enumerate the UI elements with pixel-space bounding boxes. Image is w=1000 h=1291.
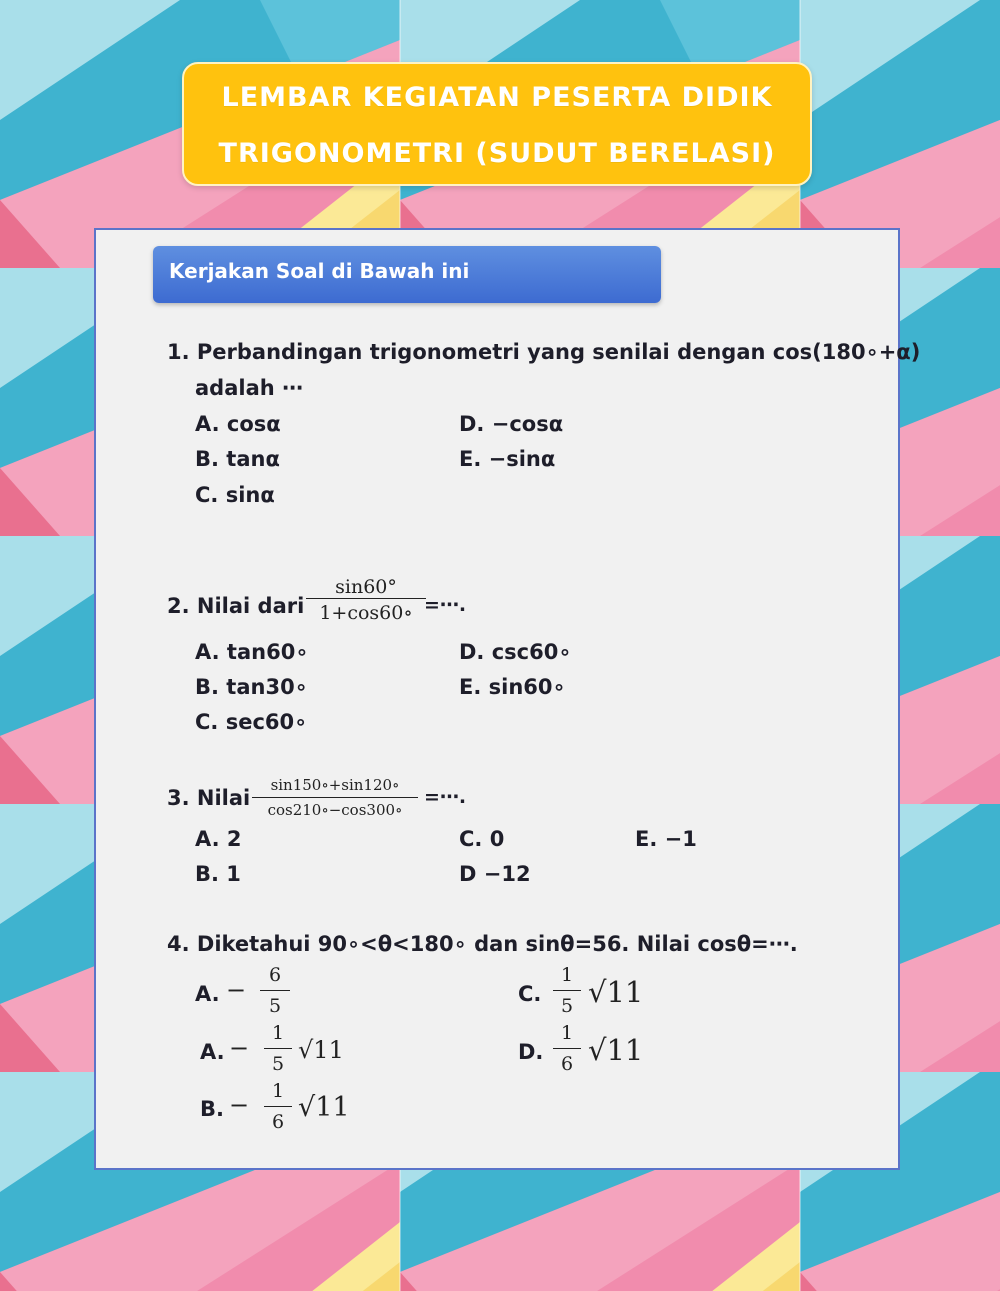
q2-option-a[interactable]: A. tan60∘: [195, 640, 309, 664]
q4-option-2-numerator: 1: [271, 1022, 285, 1044]
q1-option-e[interactable]: E. −sinα: [459, 447, 556, 471]
q4-option-c-label[interactable]: C.: [518, 982, 542, 1006]
q4-option-2-label[interactable]: A.: [200, 1040, 225, 1064]
header-line-2: TRIGONOMETRI (SUDUT BERELASI): [218, 138, 776, 169]
q4-option-d-fraction: [553, 1022, 581, 1075]
q3-option-e[interactable]: E. −1: [635, 827, 697, 851]
q3-numerator: sin150∘+sin120∘: [270, 776, 400, 794]
q4-option-3-root: √11: [298, 1092, 350, 1123]
q4-option-1-fraction: [260, 964, 290, 1017]
q4-option-c-fraction: [553, 964, 581, 1017]
q4-option-1-label[interactable]: A.: [195, 982, 220, 1006]
q4-option-1-denominator: 5: [268, 995, 282, 1017]
q4-stem: 4. Diketahui 90∘<θ<180∘ dan sinθ=56. Nilai cosθ=⋯.: [167, 932, 798, 956]
q2-option-b[interactable]: B. tan30∘: [195, 675, 308, 699]
q1-option-d[interactable]: D. −cosα: [459, 412, 564, 436]
q4-option-d-label[interactable]: D.: [518, 1040, 544, 1064]
q4-option-c-denominator: 5: [560, 995, 574, 1017]
q4-option-3-label[interactable]: B.: [200, 1097, 224, 1121]
q4-option-1-minus: −: [226, 976, 247, 1004]
q2-numerator: sin60°: [335, 576, 397, 598]
q2-option-d[interactable]: D. csc60∘: [459, 640, 572, 664]
q3-denominator: cos210∘−cos300∘: [267, 801, 403, 819]
q4-option-1-numerator: 6: [268, 964, 282, 986]
q4-option-2-minus: −: [229, 1034, 250, 1062]
q4-option-d-denominator: 6: [560, 1053, 574, 1075]
q3-lead: 3. Nilai: [167, 786, 251, 810]
q4-option-3-minus: −: [229, 1091, 250, 1119]
q1-option-b[interactable]: B. tanα: [195, 447, 280, 471]
q3-option-c[interactable]: C. 0: [459, 827, 505, 851]
q4-option-2-denominator: 5: [271, 1053, 285, 1075]
q3-option-b[interactable]: B. 1: [195, 862, 241, 886]
q4-option-c-numerator: 1: [560, 964, 574, 986]
q1-stem-line2: adalah ⋯: [195, 376, 304, 400]
q2-option-e[interactable]: E. sin60∘: [459, 675, 566, 699]
q4-option-d-root: √11: [588, 1033, 644, 1067]
q3-tail: =⋯.: [424, 786, 467, 808]
q4-option-d-numerator: 1: [560, 1022, 574, 1044]
worksheet-header: [182, 62, 812, 186]
q1-option-a[interactable]: A. cosα: [195, 412, 281, 436]
q2-option-c[interactable]: C. sec60∘: [195, 710, 308, 734]
q2-fraction: [306, 576, 426, 624]
q4-option-2-fraction: [264, 1022, 292, 1075]
q2-lead: 2. Nilai dari: [167, 594, 305, 618]
q4-option-c-root: √11: [588, 975, 644, 1009]
q4-option-3-fraction: [264, 1080, 292, 1133]
q1-stem-line1: 1. Perbandingan trigonometri yang senilai dengan cos(180∘+α): [167, 340, 921, 364]
q2-denominator: 1+cos60∘: [319, 602, 413, 624]
q3-fraction: [252, 776, 418, 819]
instruction-banner: Kerjakan Soal di Bawah ini: [153, 246, 661, 303]
q4-option-3-numerator: 1: [271, 1080, 285, 1102]
q3-option-a[interactable]: A. 2: [195, 827, 242, 851]
q3-option-d[interactable]: D −12: [459, 862, 531, 886]
q4-option-3-denominator: 6: [271, 1111, 285, 1133]
header-line-1: LEMBAR KEGIATAN PESERTA DIDIK: [221, 82, 773, 113]
q1-option-c[interactable]: C. sinα: [195, 483, 275, 507]
question-card: [94, 228, 900, 1170]
q4-option-2-root: √11: [298, 1036, 344, 1064]
q2-tail: =⋯.: [424, 594, 467, 616]
